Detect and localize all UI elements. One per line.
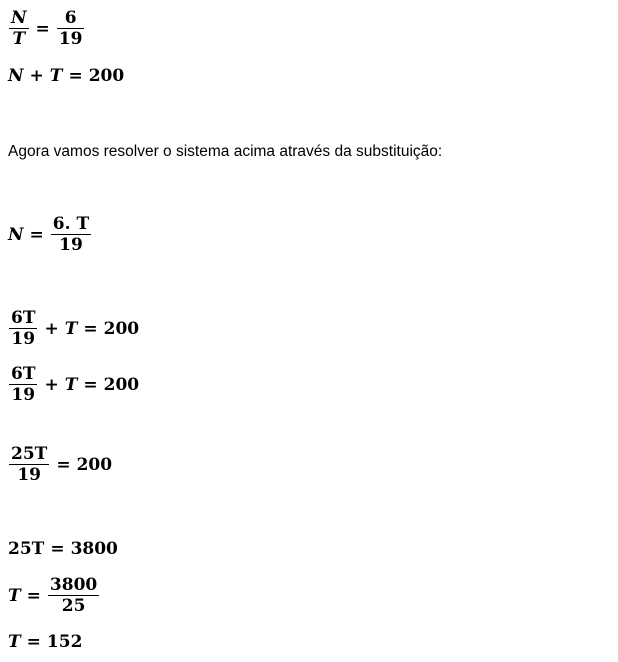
- fraction-6t-over-19: [9, 308, 37, 349]
- equals-sign: =: [26, 632, 41, 652]
- fraction-6t-over-19: [51, 214, 91, 255]
- equals-sign: =: [56, 454, 71, 475]
- denominator: 19: [11, 329, 36, 349]
- equation-n-expression: [8, 214, 92, 255]
- variable-n: N: [8, 224, 24, 245]
- denominator: 19: [59, 235, 83, 255]
- numerator: 6T: [11, 308, 36, 328]
- plus-sign: +: [44, 318, 59, 339]
- value: 200: [88, 66, 125, 86]
- variable-t: T: [8, 585, 21, 606]
- equation-combined: [8, 444, 112, 485]
- plus-sign: +: [29, 66, 44, 86]
- fraction-6-over-19: [57, 8, 85, 49]
- equals-sign: =: [83, 374, 98, 395]
- fraction-6t-over-19: [9, 364, 37, 405]
- term: 25T: [8, 539, 45, 559]
- equation-substitution-2: [8, 364, 139, 405]
- numerator: 6T: [11, 364, 36, 384]
- denominator: 19: [11, 385, 36, 405]
- equation-sum: [8, 66, 124, 86]
- numerator: 25T: [11, 444, 48, 464]
- equals-sign: =: [35, 18, 50, 39]
- equals-sign: =: [29, 224, 44, 245]
- denominator: 25: [61, 596, 86, 616]
- fraction-3800-over-25: [48, 575, 99, 616]
- denominator: T: [12, 29, 26, 49]
- equation-t-fraction: [8, 575, 100, 616]
- value: 3800: [70, 539, 118, 559]
- numerator: 6. T: [52, 214, 90, 234]
- equals-sign: =: [68, 66, 83, 86]
- equals-sign: =: [83, 318, 98, 339]
- fraction-25t-over-19: [9, 444, 49, 485]
- variable-t: T: [64, 374, 78, 395]
- equation-substitution-1: [8, 308, 139, 349]
- fraction-n-over-t: [9, 8, 29, 49]
- denominator: 19: [17, 465, 41, 485]
- numerator: N: [11, 8, 27, 28]
- variable-t: T: [64, 318, 78, 339]
- equals-sign: =: [50, 539, 65, 559]
- numerator: 3800: [49, 575, 98, 595]
- plus-sign: +: [44, 374, 59, 395]
- denominator: 19: [58, 29, 83, 49]
- value: 200: [103, 374, 140, 395]
- equation-ratio: [8, 8, 85, 49]
- variable-n: N: [8, 66, 24, 86]
- value: 200: [76, 454, 113, 475]
- variable-t: T: [8, 632, 21, 652]
- equals-sign: =: [26, 585, 41, 606]
- numerator: 6: [64, 8, 77, 28]
- value: 200: [103, 318, 140, 339]
- equation-result: [8, 632, 82, 652]
- value: 152: [46, 632, 83, 652]
- intro-paragraph: Agora vamos resolver o sistema acima através da substituição:: [8, 143, 443, 160]
- variable-t: T: [49, 66, 63, 86]
- equation-product: [8, 539, 118, 559]
